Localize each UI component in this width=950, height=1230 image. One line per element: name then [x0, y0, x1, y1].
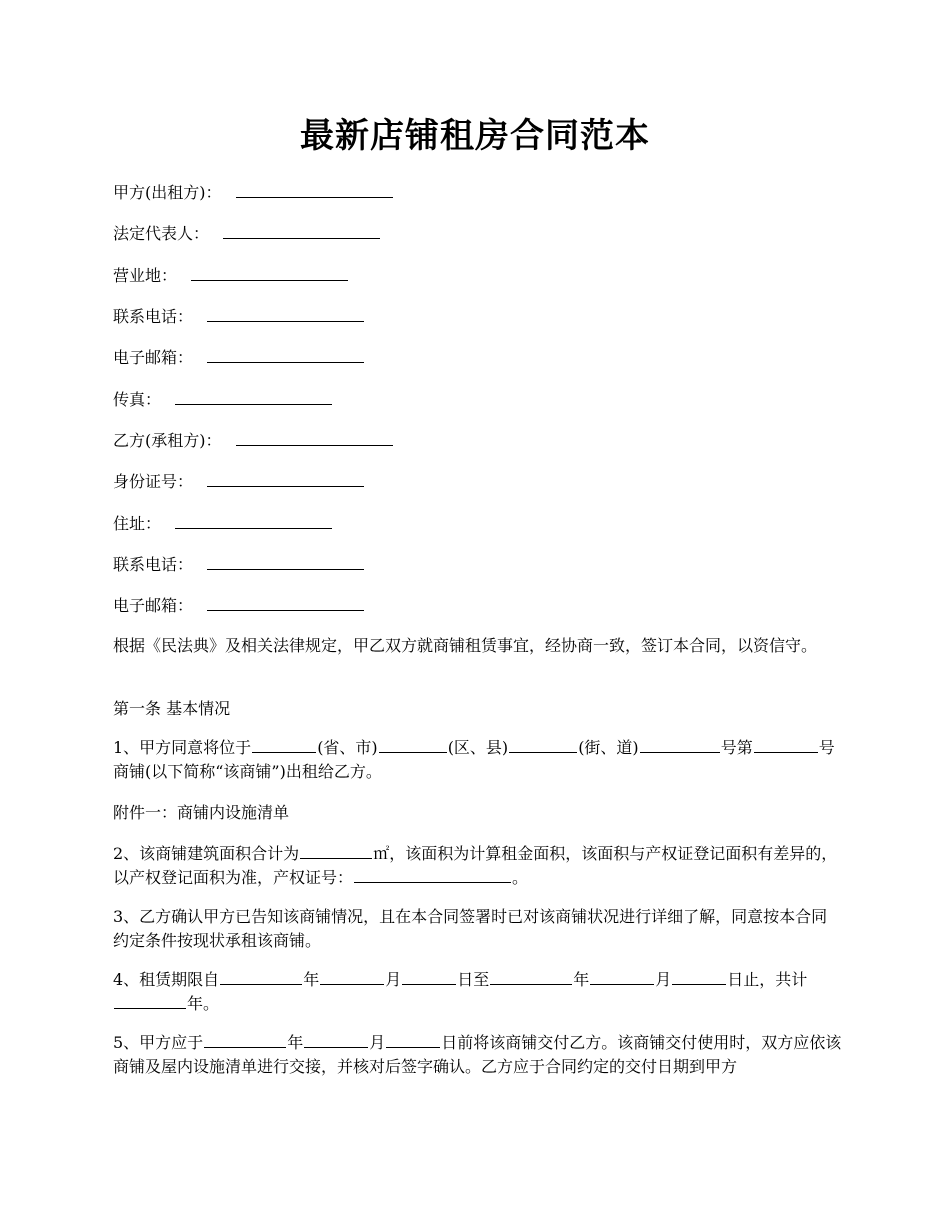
blank-line — [320, 970, 384, 985]
document-title: 最新店铺租房合同范本 — [300, 116, 650, 156]
clause-text: 。 — [512, 868, 529, 887]
clause-3: 3、乙方确认甲方已告知该商铺情况，且在本合同签署时已对该商铺状况进行详细了解，同意按本合同约定条件按现状承租该商铺。 — [113, 907, 828, 950]
clause-text: (区、县) — [447, 738, 509, 757]
id-number-field — [113, 470, 843, 494]
blank-line — [354, 868, 511, 883]
blank-line — [379, 738, 447, 753]
blank-line — [207, 596, 364, 611]
field-label: 身份证号： — [113, 472, 194, 491]
blank-line — [220, 970, 302, 985]
intro-paragraph: 根据《民法典》及相关法律规定，甲乙双方就商铺租赁事宜，经协商一致，签订本合同，以资信守。 — [113, 636, 818, 655]
blank-line — [204, 1033, 286, 1048]
clause-text: 日前将该商铺交付乙方。该商铺交付使用时，双方应依该商铺及屋内设施清单进行交接，并核对后签字确认。乙方应于合同约定的交付日期到甲方 — [113, 1033, 842, 1076]
clause-1 — [113, 736, 843, 784]
party-b-field — [113, 429, 843, 453]
clause-text: 2、该商铺建筑面积合计为 — [113, 844, 300, 863]
appendix-1: 附件一：商铺内设施清单 — [113, 803, 290, 822]
clause-text: (省、市) — [317, 738, 378, 757]
blank-line — [236, 431, 393, 446]
field-label: 联系电话： — [113, 307, 194, 326]
clause-text: 月 — [655, 970, 672, 989]
blank-line — [386, 1033, 440, 1048]
clause-text: 日止，共计 — [727, 970, 808, 989]
address-field — [113, 512, 843, 536]
clause-text: 月 — [385, 970, 402, 989]
clause-text: 年 — [573, 970, 590, 989]
party-a-field — [113, 181, 843, 205]
blank-line — [300, 844, 372, 859]
blank-line — [114, 994, 186, 1009]
clause-text: 年 — [287, 1033, 304, 1052]
party-a-email-field — [113, 346, 843, 370]
clause-text: 4、租赁期限自 — [113, 970, 220, 989]
blank-line — [207, 472, 364, 487]
blank-line — [236, 183, 393, 198]
blank-line — [590, 970, 654, 985]
blank-line — [207, 348, 364, 363]
legal-representative-field — [113, 222, 843, 246]
field-label: 电子邮箱： — [113, 596, 194, 615]
clause-text: 5、甲方应于 — [113, 1033, 204, 1052]
party-a-phone-field — [113, 305, 843, 329]
field-label: 住址： — [113, 514, 162, 533]
blank-line — [175, 514, 332, 529]
clause-text: 月 — [369, 1033, 386, 1052]
field-label: 联系电话： — [113, 555, 194, 574]
blank-line — [490, 970, 572, 985]
blank-line — [207, 555, 364, 570]
field-label: 甲方(出租方)： — [113, 183, 222, 202]
clause-text: (街、道) — [578, 738, 639, 757]
blank-line — [672, 970, 726, 985]
field-label: 传真： — [113, 390, 162, 409]
blank-line — [640, 738, 720, 753]
blank-line — [754, 738, 818, 753]
clause-2 — [113, 842, 843, 890]
clause-text: 日至 — [457, 970, 490, 989]
field-label: 营业地： — [113, 266, 178, 285]
clause-text: 号第 — [720, 738, 753, 757]
party-b-email-field — [113, 594, 843, 618]
blank-line — [304, 1033, 368, 1048]
blank-line — [509, 738, 577, 753]
clause-text: 号商铺(以下简称“该商铺”)出租给乙方。 — [113, 738, 835, 781]
business-address-field — [113, 264, 843, 288]
blank-line — [175, 390, 332, 405]
blank-line — [207, 307, 364, 322]
fax-field — [113, 388, 843, 412]
party-b-phone-field — [113, 553, 843, 577]
clause-text: ㎡，该面积为计算租金面积，该面积与产权证登记面积有差异的，以产权登记面积为准，产权证号： — [113, 844, 838, 887]
clause-text: 1、甲方同意将位于 — [113, 738, 252, 757]
blank-line — [191, 266, 348, 281]
clause-text: 年 — [303, 970, 320, 989]
field-label: 电子邮箱： — [113, 348, 194, 367]
field-label: 法定代表人： — [113, 224, 210, 243]
blank-line — [223, 224, 380, 239]
blank-line — [252, 738, 316, 753]
clause-5 — [113, 1031, 843, 1079]
article-1-heading: 第一条 基本情况 — [113, 699, 231, 718]
blank-line — [402, 970, 456, 985]
clause-text: 年。 — [187, 994, 220, 1013]
clause-4 — [113, 968, 843, 1016]
field-label: 乙方(承租方)： — [113, 431, 222, 450]
